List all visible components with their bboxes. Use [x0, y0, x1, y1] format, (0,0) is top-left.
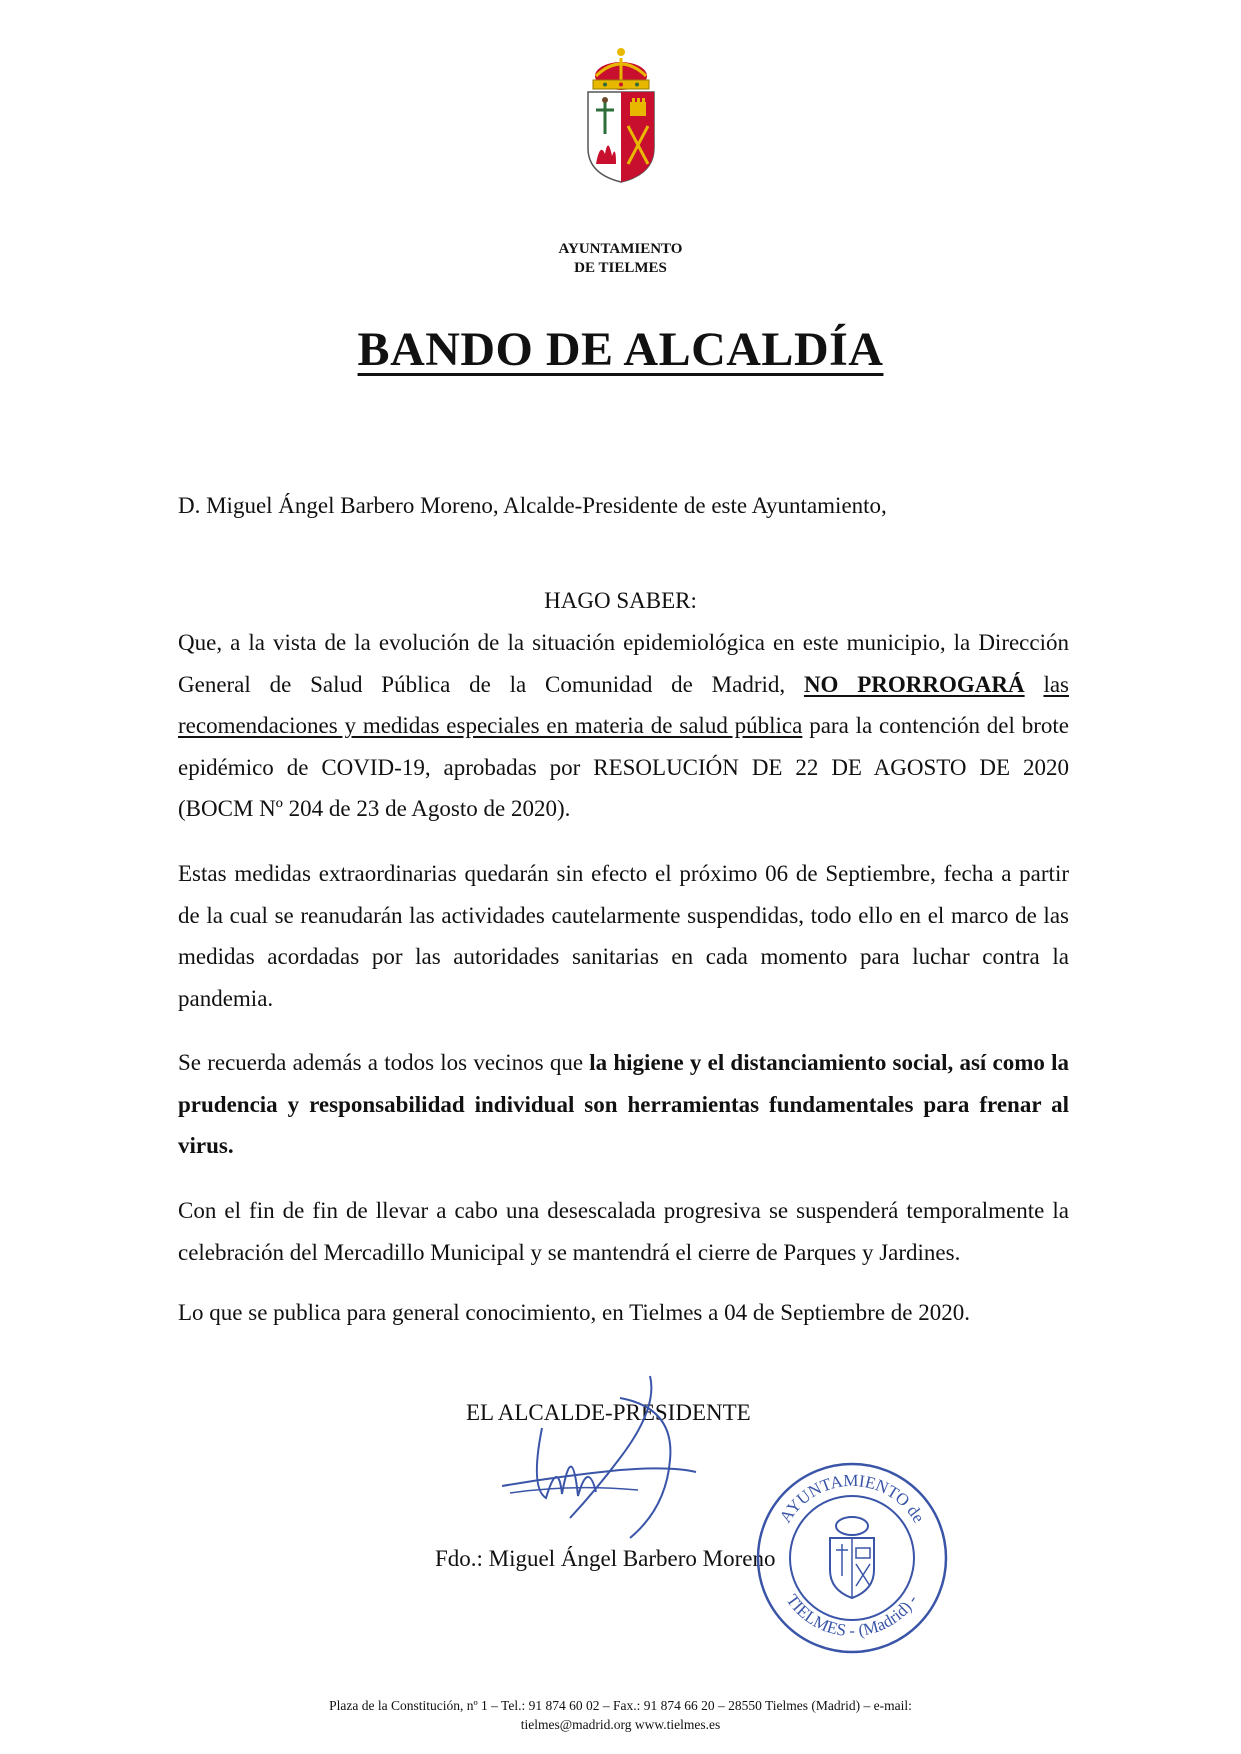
paragraph-3-part-a: Se recuerda además a todos los vecinos que [178, 1050, 590, 1075]
paragraph-1 [178, 622, 1069, 830]
hago-saber-heading: HAGO SABER: [544, 588, 697, 613]
footer-contact [0, 1696, 1241, 1734]
paragraph-5: Lo que se publica para general conocimiento, en Tielmes a 04 de Septiembre de 2020. [178, 1300, 970, 1325]
hygiene-emphasis: la higiene y el distanciamiento social, así como la prudencia y responsabilidad individual son herramientas fundamentales para frenar al virus. [178, 1050, 1069, 1158]
intro-line: D. Miguel Ángel Barbero Moreno, Alcalde-Presidente de este Ayuntamiento, [178, 493, 887, 518]
no-prorrogara-emphasis: NO PRORROGARÁ [803, 671, 1025, 697]
footer-address: Plaza de la Constitución, nº 1 – Tel.: 91 874 60 02 – Fax.: 91 874 66 20 – 28550 Tielmes (Madrid) – e-mail: [329, 1698, 912, 1713]
document-title: BANDO DE ALCALDÍA [357, 323, 884, 376]
seal-text-bottom: TIELMES - (Madrid) - [782, 1590, 922, 1641]
paragraph-1-part-a: Que, a la vista de la evolución de la situación epidemiológica en este municipio, la Dirección General de Salud Pública de la Comunidad de Madrid, [178, 630, 1069, 697]
org-line-1: AYUNTAMIENTO [558, 241, 683, 257]
org-line-2: DE TIELMES [574, 260, 667, 276]
coat-of-arms-icon [574, 46, 668, 186]
official-seal-icon [752, 1458, 952, 1658]
footer-web: tielmes@madrid.org www.tielmes.es [520, 1717, 721, 1732]
paragraph-1-part-d: para la contención del brote epidémico de COVID-19, aprobadas por RESOLUCIÓN DE 22 DE AGOSTO DE 2020 (BOCM Nº 204 de 23 de Agosto de 2020). [178, 713, 1069, 821]
paragraph-4: Con el fin de fin de llevar a cabo una desescalada progresiva se suspenderá temporalmente la celebración del Mercadillo Municipal y se mantendrá el cierre de Parques y Jardines. [178, 1198, 1069, 1265]
handwritten-signature-icon [500, 1368, 700, 1553]
signatory-title: EL ALCALDE-PRESIDENTE [466, 1400, 751, 1425]
organization-name [0, 240, 1241, 278]
paragraph-2: Estas medidas extraordinarias quedarán sin efecto el próximo 06 de Septiembre, fecha a partir de la cual se reanudarán las actividades cautelarmente suspendidas, todo ello en el marco de las medidas acordadas por las autoridades sanitarias en cada momento para luchar contra la pandemia. [178, 861, 1069, 1011]
seal-text-top: AYUNTAMIENTO de [775, 1470, 929, 1526]
measures-underlined: las recomendaciones y medidas especiales en materia de salud pública [178, 671, 1069, 738]
paragraph-3 [178, 1042, 1069, 1167]
signatory-name: Fdo.: Miguel Ángel Barbero Moreno [435, 1546, 776, 1571]
